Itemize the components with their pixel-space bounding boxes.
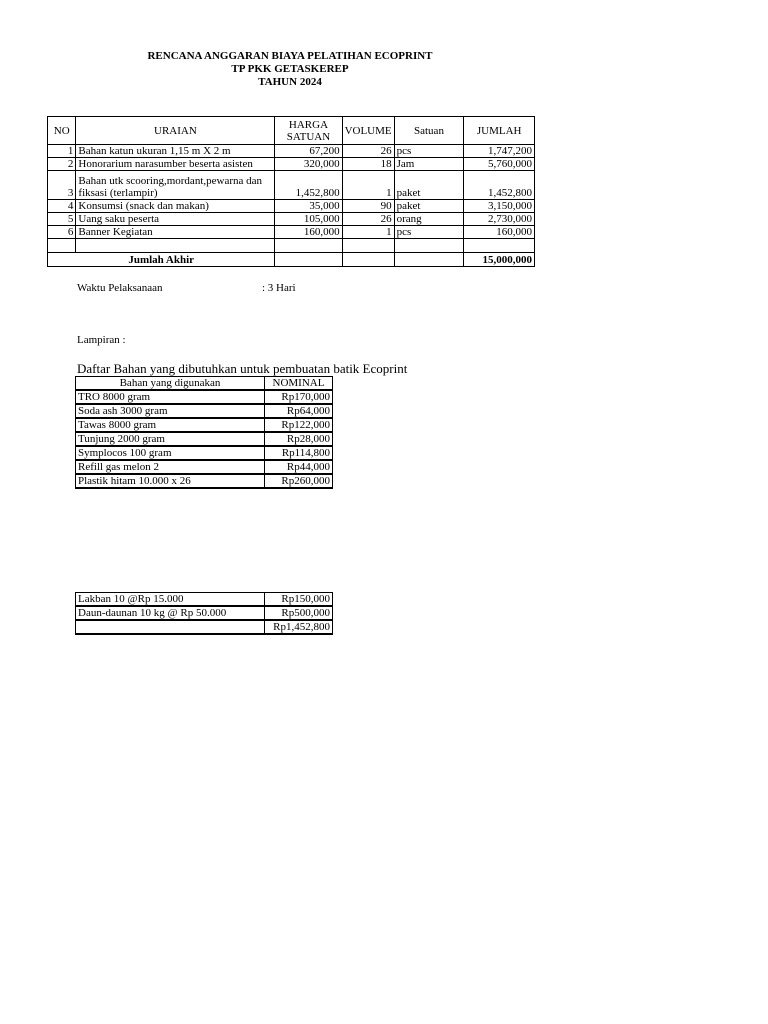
materials-table <box>75 376 333 489</box>
row-satuan: pcs <box>394 145 464 158</box>
material-value: Rp122,000 <box>265 418 333 432</box>
row-harga: 1,452,800 <box>275 171 342 200</box>
material-value: Rp44,000 <box>265 460 333 474</box>
table-row <box>76 432 333 446</box>
total-row <box>48 253 535 267</box>
col-volume-header: VOLUME <box>342 117 394 145</box>
row-harga: 160,000 <box>275 226 342 239</box>
material-name: Soda ash 3000 gram <box>76 404 265 418</box>
table-row <box>48 171 535 200</box>
row-no: 2 <box>48 158 76 171</box>
total-label: Jumlah Akhir <box>48 253 275 267</box>
row-volume: 1 <box>342 171 394 200</box>
col-uraian-header: URAIAN <box>76 117 275 145</box>
harga-line2: SATUAN <box>286 130 331 143</box>
material-name: Refill gas melon 2 <box>76 460 265 474</box>
materials-total-row <box>76 620 333 634</box>
row-volume: 18 <box>342 158 394 171</box>
document-title: RENCANA ANGGARAN BIAYA PELATIHAN ECOPRINT <box>147 50 433 62</box>
table-row <box>76 593 333 607</box>
material-name: Tunjung 2000 gram <box>76 432 265 446</box>
document-year: TAHUN 2024 <box>258 76 322 88</box>
empty-row <box>48 239 535 253</box>
table-row <box>76 606 333 620</box>
total-value: 15,000,000 <box>464 253 535 267</box>
row-satuan: orang <box>394 213 464 226</box>
row-uraian <box>76 171 275 200</box>
waktu-label: Waktu Pelaksanaan <box>77 282 163 294</box>
material-value: Rp64,000 <box>265 404 333 418</box>
material-value: Rp114,800 <box>265 446 333 460</box>
row-jumlah: 160,000 <box>464 226 535 239</box>
table-row <box>48 200 535 213</box>
col-nominal-header: NOMINAL <box>265 377 333 391</box>
table-row <box>76 418 333 432</box>
row-uraian: Uang saku peserta <box>76 213 275 226</box>
row-uraian: Honorarium narasumber beserta asisten <box>76 158 275 171</box>
col-jumlah-header: JUMLAH <box>464 117 535 145</box>
material-name: TRO 8000 gram <box>76 390 265 404</box>
budget-table <box>47 116 535 267</box>
material-value: Rp170,000 <box>265 390 333 404</box>
row-volume: 26 <box>342 145 394 158</box>
table-row <box>48 213 535 226</box>
col-harga-header <box>275 117 342 145</box>
row-jumlah: 5,760,000 <box>464 158 535 171</box>
row-volume: 1 <box>342 226 394 239</box>
row-no: 5 <box>48 213 76 226</box>
extra-value: Rp150,000 <box>265 593 333 607</box>
extra-value: Rp500,000 <box>265 606 333 620</box>
materials-total: Rp1,452,800 <box>265 620 333 634</box>
row-satuan: paket <box>394 200 464 213</box>
row-no: 3 <box>48 171 76 200</box>
extra-materials-table <box>75 592 333 635</box>
budget-header-row <box>48 117 535 145</box>
table-row <box>48 145 535 158</box>
table-row <box>76 474 333 488</box>
row-jumlah: 3,150,000 <box>464 200 535 213</box>
material-value: Rp260,000 <box>265 474 333 488</box>
row-jumlah: 2,730,000 <box>464 213 535 226</box>
row-volume: 26 <box>342 213 394 226</box>
row-volume: 90 <box>342 200 394 213</box>
row-uraian: Banner Kegiatan <box>76 226 275 239</box>
document-subtitle: TP PKK GETASKEREP <box>231 63 349 75</box>
table-row <box>48 226 535 239</box>
material-name: Plastik hitam 10.000 x 26 <box>76 474 265 488</box>
row-satuan: paket <box>394 171 464 200</box>
harga-line1: HARGA <box>288 118 329 131</box>
material-name: Symplocos 100 gram <box>76 446 265 460</box>
row-no: 4 <box>48 200 76 213</box>
col-satuan-header: Satuan <box>394 117 464 145</box>
extra-name: Daun-daunan 10 kg @ Rp 50.000 <box>76 606 265 620</box>
table-row <box>48 158 535 171</box>
row-jumlah: 1,452,800 <box>464 171 535 200</box>
material-name: Tawas 8000 gram <box>76 418 265 432</box>
row-satuan: Jam <box>394 158 464 171</box>
table-row <box>76 446 333 460</box>
row-harga: 105,000 <box>275 213 342 226</box>
materials-title: Daftar Bahan yang dibutuhkan untuk pembuatan batik Ecoprint <box>77 361 408 376</box>
table-row <box>76 404 333 418</box>
row-harga: 35,000 <box>275 200 342 213</box>
table-row <box>76 460 333 474</box>
extra-name: Lakban 10 @Rp 15.000 <box>76 593 265 607</box>
row-harga: 67,200 <box>275 145 342 158</box>
row-uraian: Bahan katun ukuran 1,15 m X 2 m <box>76 145 275 158</box>
row-uraian: Konsumsi (snack dan makan) <box>76 200 275 213</box>
material-value: Rp28,000 <box>265 432 333 446</box>
col-no-header: NO <box>48 117 76 145</box>
row-harga: 320,000 <box>275 158 342 171</box>
uraian-line2: fiksasi (terlampir) <box>78 187 158 199</box>
uraian-line1: Bahan utk scooring,mordant,pewarna dan <box>78 175 263 187</box>
table-row <box>76 390 333 404</box>
row-no: 1 <box>48 145 76 158</box>
row-satuan: pcs <box>394 226 464 239</box>
row-no: 6 <box>48 226 76 239</box>
col-bahan-header: Bahan yang digunakan <box>76 377 265 391</box>
lampiran-label: Lampiran : <box>77 334 126 346</box>
row-jumlah: 1,747,200 <box>464 145 535 158</box>
waktu-value: : 3 Hari <box>262 282 296 294</box>
materials-header-row <box>76 377 333 391</box>
